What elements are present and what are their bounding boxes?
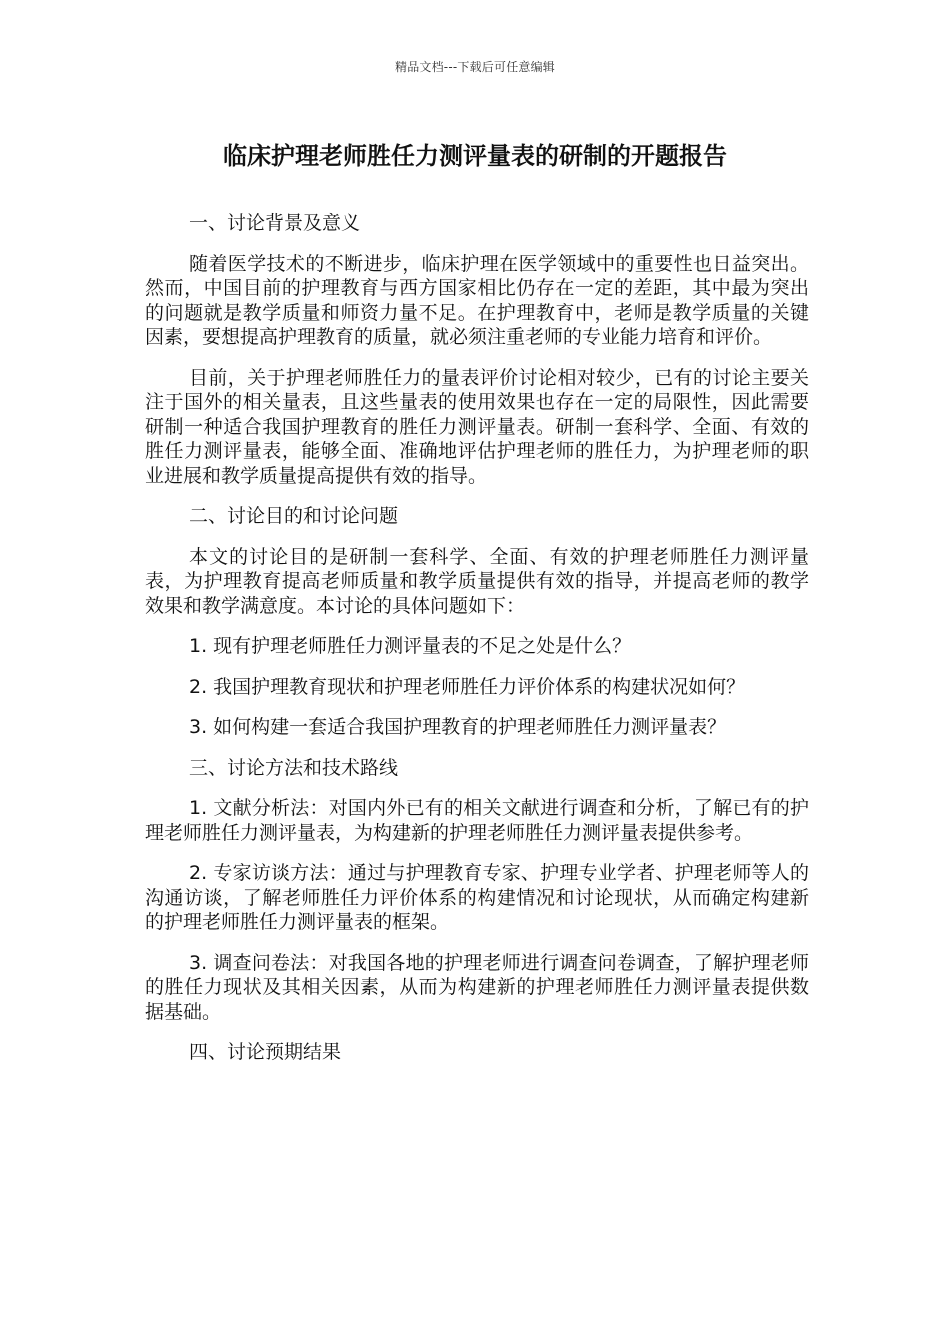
paragraph-method-literature: 1. 文献分析法：对国内外已有的相关文献进行调查和分析，了解已有的护理老师胜任力测评量表，为构建新的护理老师胜任力测评量表提供参考。 [145, 797, 809, 844]
list-item-question-1: 1. 现有护理老师胜任力测评量表的不足之处是什么？ [189, 635, 632, 657]
section-heading-expected-results: 四、讨论预期结果 [189, 1041, 342, 1063]
document-title: 临床护理老师胜任力测评量表的研制的开题报告 [223, 142, 727, 170]
list-item-question-3: 3. 如何构建一套适合我国护理教育的护理老师胜任力测评量表？ [189, 716, 727, 738]
paragraph-objectives: 本文的讨论目的是研制一套科学、全面、有效的护理老师胜任力测评量表，为护理教育提高老师质量和教学质量提供有效的指导，并提高老师的教学效果和教学满意度。本讨论的具体问题如下： [145, 545, 809, 617]
paragraph-background-1: 随着医学技术的不断进步，临床护理在医学领域中的重要性也日益突出。然而，中国目前的护理教育与西方国家相比仍存在一定的差距，其中最为突出的问题就是教学质量和师资力量不足。在护理教育中，老师是教学质量的关键因素，要想提高护理教育的质量，就必须注重老师的专业能力培育和评价。 [145, 252, 809, 348]
section-heading-background: 一、讨论背景及意义 [189, 212, 361, 234]
paragraph-method-survey: 3. 调查问卷法：对我国各地的护理老师进行调查问卷调查，了解护理老师的胜任力现状及其相关因素，从而为构建新的护理老师胜任力测评量表提供数据基础。 [145, 951, 809, 1023]
header-note: 精品文档---下载后可任意编辑 [395, 60, 555, 74]
document-body [145, 211, 809, 1081]
section-heading-methods: 三、讨论方法和技术路线 [189, 756, 399, 779]
list-item-question-2: 2. 我国护理教育现状和护理老师胜任力评价体系的构建状况如何？ [189, 675, 746, 698]
paragraph-background-2: 目前，关于护理老师胜任力的量表评价讨论相对较少，已有的讨论主要关注于国外的相关量表，且这些量表的使用效果也存在一定的局限性，因此需要研制一种适合我国护理教育的胜任力测评量表。研制一套科学、全面、有效的胜任力测评量表，能够全面、准确地评估护理老师的胜任力，为护理老师的职业进展和教学质量提高提供有效的指导。 [145, 366, 809, 487]
paragraph-method-interview: 2. 专家访谈方法：通过与护理教育专家、护理专业学者、护理老师等人的沟通访谈，了解老师胜任力评价体系的构建情况和讨论现状，从而确定构建新的护理老师胜任力测评量表的框架。 [145, 862, 809, 933]
section-heading-objectives: 二、讨论目的和讨论问题 [189, 505, 399, 527]
